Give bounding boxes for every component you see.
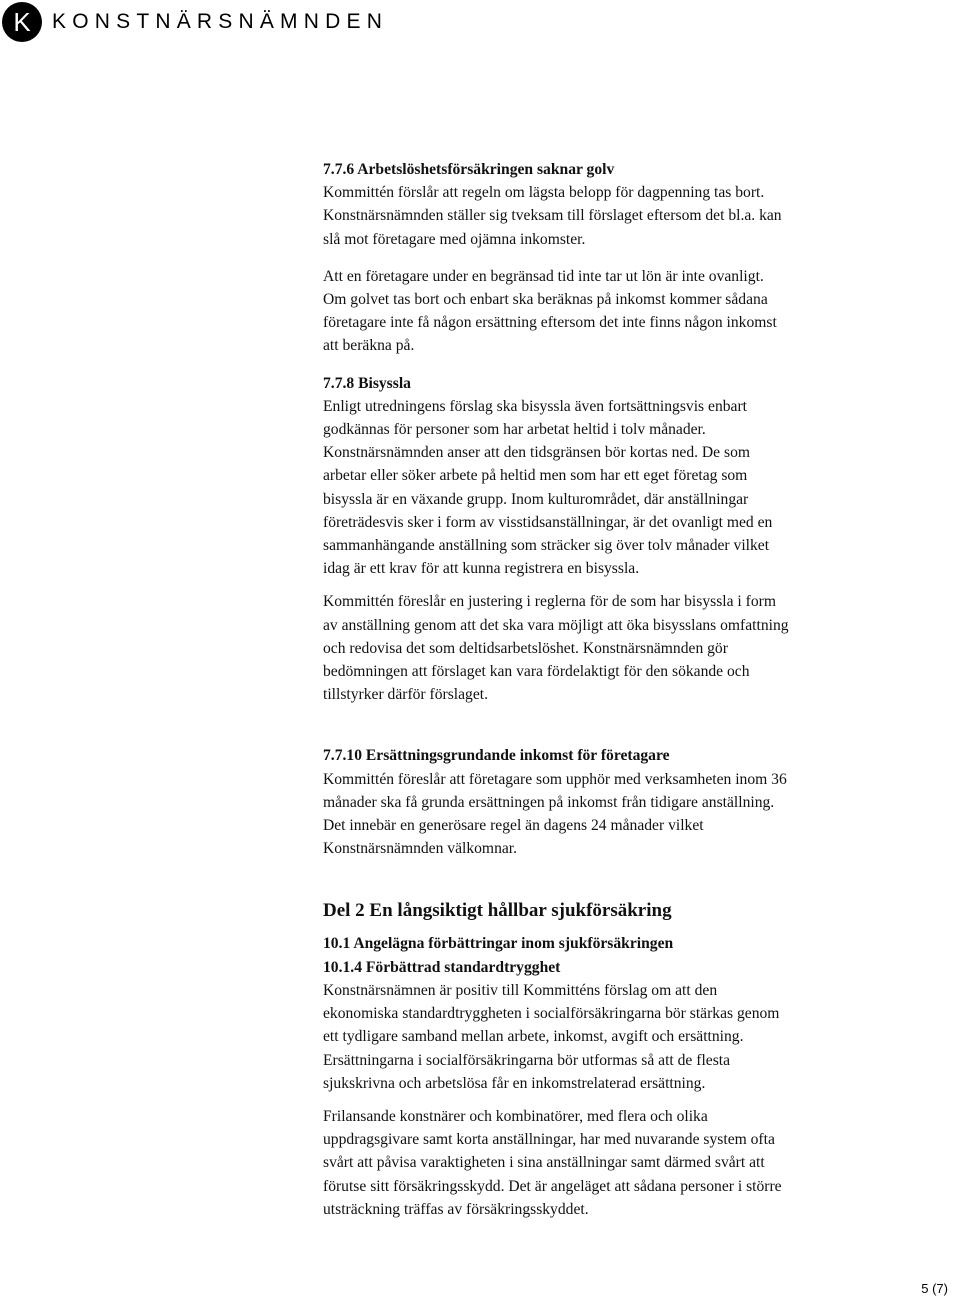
paragraph-line: Det innebär en generösare regel än dagens 24 månader vilket bbox=[323, 817, 704, 835]
logo-mark: K bbox=[2, 2, 42, 42]
paragraph-line: svårt att påvisa varaktigheten i sina anställningar samt därmed svårt att bbox=[323, 1154, 765, 1172]
paragraph-line: Konstnärsnämnden ställer sig tveksam till förslaget eftersom det bl.a. kan bbox=[323, 207, 782, 225]
section-heading: 10.1 Angelägna förbättringar inom sjukförsäkringen bbox=[323, 935, 674, 953]
page-number: 5 (7) bbox=[921, 1281, 948, 1296]
paragraph-line: godkännas för personer som har arbetat heltid i tolv månader. bbox=[323, 421, 706, 439]
paragraph-line: företagare inte få någon ersättning eftersom det inte finns någon inkomst bbox=[323, 314, 777, 332]
paragraph-line: idag är ett krav för att kunna registrera en bisyssla. bbox=[323, 560, 640, 578]
paragraph-line: Om golvet tas bort och enbart ska beräknas på inkomst kommer sådana bbox=[323, 291, 768, 309]
paragraph-line: och redovisa det som deltidsarbetslöshet. Konstnärsnämnden gör bbox=[323, 639, 728, 657]
section-heading: 7.7.8 Bisyssla bbox=[323, 374, 411, 392]
paragraph-line: Frilansande konstnärer och kombinatörer, med flera och olika bbox=[323, 1107, 708, 1125]
paragraph-line: månader ska få grunda ersättningen på inkomst från tidigare anställning. bbox=[323, 793, 775, 811]
paragraph-line: arbetar eller söker arbete på heltid men som har ett eget företag som bbox=[323, 467, 748, 485]
paragraph-line: bisyssla är en växande grupp. Inom kulturområdet, där anställningar bbox=[323, 490, 749, 508]
paragraph-line: sjukskrivna och arbetslösa får en inkomstrelaterad ersättning. bbox=[323, 1074, 706, 1092]
paragraph-line: slå mot företagare med ojämna inkomster. bbox=[323, 230, 586, 248]
paragraph-line: Att en företagare under en begränsad tid inte tar ut lön är inte ovanligt. bbox=[323, 267, 764, 285]
paragraph-line: av anställning genom att det ska vara möjligt att öka bisysslans omfattning bbox=[323, 616, 789, 634]
paragraph-line: Konstnärsnämnden välkomnar. bbox=[323, 840, 518, 858]
paragraph-line: Konstnärsnämnden anser att den tidsgränsen bör kortas ned. De som bbox=[323, 444, 750, 462]
paragraph-line: ekonomiska standardtryggheten i socialförsäkringarna bör stärkas genom bbox=[323, 1005, 780, 1023]
paragraph-line: ett tydligare samband mellan arbete, inkomst, avgift och ersättning. bbox=[323, 1028, 744, 1046]
section-7-7-6 bbox=[323, 158, 903, 358]
section-heading: 7.7.10 Ersättningsgrundande inkomst för företagare bbox=[323, 747, 670, 765]
part-title: Del 2 En långsiktigt hållbar sjukförsäkring bbox=[323, 900, 672, 922]
document-body bbox=[323, 158, 903, 1221]
section-heading: 7.7.6 Arbetslöshetsförsäkringen saknar golv bbox=[323, 161, 615, 178]
paragraph-line: företrädesvis sker i form av visstidsanställningar, är det ovanligt med en bbox=[323, 513, 773, 531]
paragraph-line: bedömningen att förslaget kan vara fördelaktigt för den sökande och bbox=[323, 663, 750, 681]
section-7-7-10 bbox=[323, 744, 903, 860]
paragraph-line: sammanhängande anställning som sträcker sig över tolv månader vilket bbox=[323, 537, 770, 555]
paragraph-line: Kommittén föreslår en justering i reglerna för de som har bisyssla i form bbox=[323, 593, 776, 611]
paragraph-line: Kommittén förslår att regeln om lägsta belopp för dagpenning tas bort. bbox=[323, 184, 765, 202]
paragraph-line: att beräkna på. bbox=[323, 337, 415, 355]
paragraph-line: Ersättningarna i socialförsäkringarna bör utformas så att de flesta bbox=[323, 1051, 731, 1069]
paragraph-line: tillstyrker därför förslaget. bbox=[323, 686, 488, 704]
page-header bbox=[0, 0, 960, 48]
section-7-7-8 bbox=[323, 372, 903, 707]
paragraph-line: Enligt utredningens förslag ska bisyssla även fortsättningsvis enbart bbox=[323, 397, 747, 415]
logo-wordmark: KONSTNÄRSNÄMNDEN bbox=[52, 10, 389, 33]
paragraph-line: Kommittén föreslår att företagare som upphör med verksamheten inom 36 bbox=[323, 770, 787, 788]
paragraph-line: uppdragsgivare samt korta anställningar, har med nuvarande system ofta bbox=[323, 1131, 775, 1149]
paragraph-line: utsträckning träffas av försäkringsskyddet. bbox=[323, 1200, 589, 1218]
paragraph-line: Konstnärsnämnen är positiv till Kommitténs förslag om att den bbox=[323, 981, 718, 999]
subsection-heading: 10.1.4 Förbättrad standardtrygghet bbox=[323, 958, 561, 976]
paragraph-line: förutse sitt försäkringsskydd. Det är angeläget att sådana personer i större bbox=[323, 1177, 782, 1195]
section-10-1 bbox=[323, 932, 903, 1220]
